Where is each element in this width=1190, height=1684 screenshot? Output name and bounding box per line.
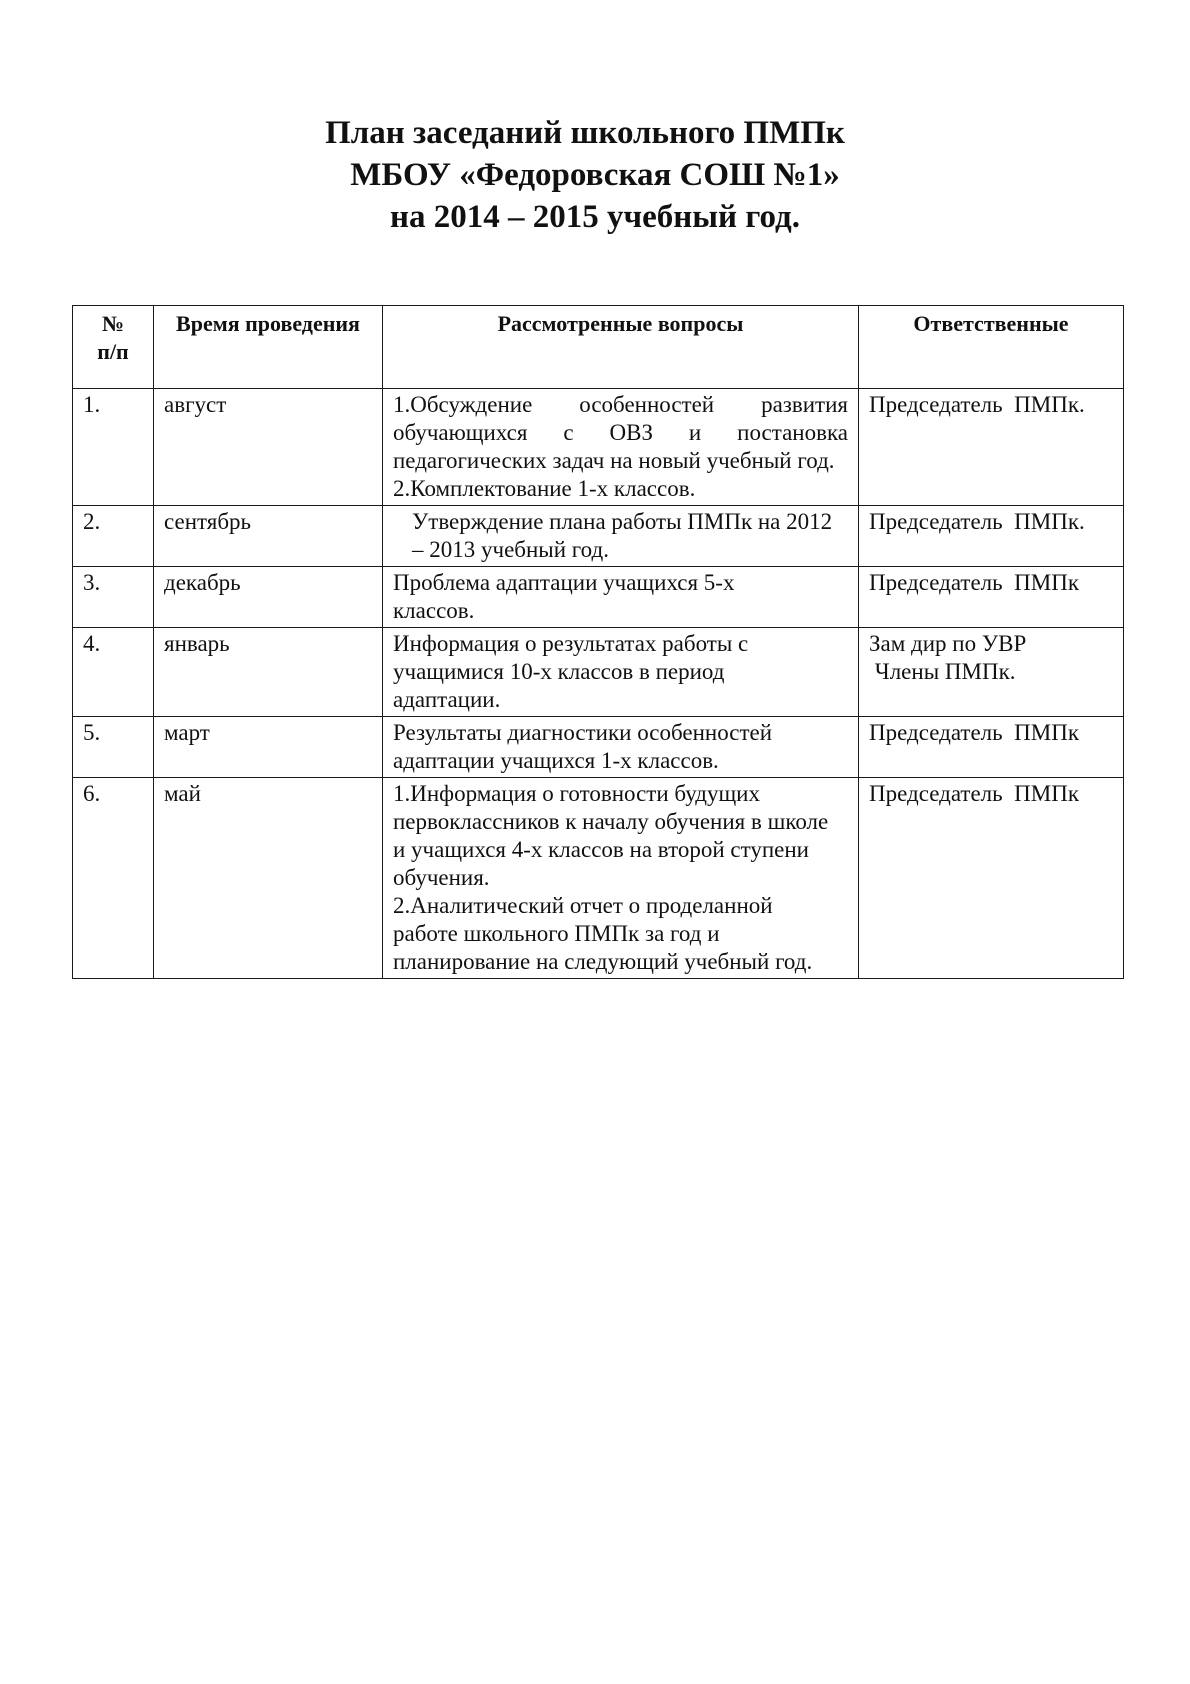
row-number: 1.	[73, 389, 154, 506]
responsible-item: Председатель ПМПк	[869, 570, 1079, 595]
responsible-item: Председатель ПМПк	[869, 781, 1079, 806]
header-number-line-1: №	[101, 311, 125, 336]
row-responsible	[859, 778, 1124, 979]
question-item: Информация о результатах работы с учащимися 10-х классов в период адаптации.	[393, 631, 749, 712]
row-time: август	[154, 389, 383, 506]
header-responsible: Ответственные	[859, 306, 1124, 389]
row-time: сентябрь	[154, 506, 383, 567]
row-time: март	[154, 717, 383, 778]
title-line-3: на 2014 – 2015 учебный год.	[390, 199, 800, 235]
row-number: 3.	[73, 567, 154, 628]
row-questions	[383, 389, 859, 506]
row-time: декабрь	[154, 567, 383, 628]
table-row	[73, 567, 1124, 628]
row-questions	[383, 717, 859, 778]
row-number: 5.	[73, 717, 154, 778]
question-item: Проблема адаптации учащихся 5-х классов.	[393, 570, 735, 623]
question-item: Утверждение плана работы ПМПк на 2012 – 2013 учебный год.	[412, 509, 833, 562]
responsible-item: Председатель ПМПк.	[869, 509, 1085, 534]
row-number: 2.	[73, 506, 154, 567]
header-time: Время проведения	[154, 306, 383, 389]
title-line-2: МБОУ «Федоровская СОШ №1»	[350, 157, 840, 193]
question-item: 1.Информация о готовности будущих первоклассников к началу обучения в школе и учащихся 4-х классов на второй ступени обучения.	[393, 781, 829, 890]
responsible-item: Председатель ПМПк.	[869, 392, 1085, 417]
row-questions	[383, 628, 859, 717]
question-item: 1.Обсуждение особенностей развития обучающихся с ОВЗ и постановка педагогических задач на новый учебный год.	[393, 392, 848, 473]
row-responsible	[859, 389, 1124, 506]
row-responsible	[859, 506, 1124, 567]
table-row	[73, 717, 1124, 778]
meetings-plan-table	[72, 305, 1124, 979]
row-responsible	[859, 628, 1124, 717]
row-responsible	[859, 567, 1124, 628]
question-item: Результаты диагностики особенностей адаптации учащихся 1-х классов.	[393, 720, 773, 773]
row-time: май	[154, 778, 383, 979]
row-number: 4.	[73, 628, 154, 717]
responsible-item: Председатель ПМПк	[869, 720, 1079, 745]
header-questions: Рассмотренные вопросы	[383, 306, 859, 389]
header-number	[73, 306, 154, 389]
question-item: 2.Аналитический отчет о проделанной работе школьного ПМПк за год и планирование на следующий учебный год.	[393, 893, 813, 974]
row-questions	[383, 778, 859, 979]
table-row	[73, 389, 1124, 506]
row-time: январь	[154, 628, 383, 717]
header-number-line-2: п/п	[97, 339, 129, 364]
question-item: 2.Комплектование 1-х классов.	[393, 476, 696, 501]
row-responsible	[859, 717, 1124, 778]
table-row	[73, 628, 1124, 717]
document-title	[0, 112, 1190, 238]
responsible-item: Члены ПМПк.	[869, 659, 1016, 684]
row-questions	[383, 567, 859, 628]
row-number: 6.	[73, 778, 154, 979]
responsible-item: Зам дир по УВР	[869, 631, 1027, 656]
row-questions	[383, 506, 859, 567]
table-row	[73, 778, 1124, 979]
title-line-1: План заседаний школьного ПМПк	[325, 115, 845, 151]
table-header-row	[73, 306, 1124, 389]
table-row	[73, 506, 1124, 567]
